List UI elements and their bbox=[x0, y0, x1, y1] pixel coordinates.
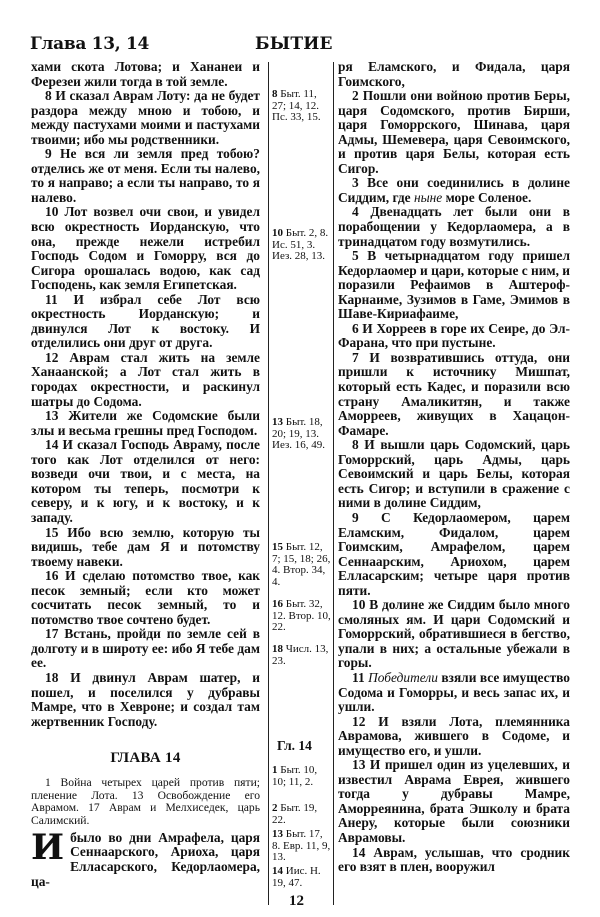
crossref-13: 13 Быт. 18, 20; 19, 13. Иез. 16, 49. bbox=[272, 416, 326, 451]
crossref-15: 15 Быт. 12, 7; 15, 18; 26, 4. Втор. 34, 4. bbox=[272, 541, 331, 588]
crossref-16: 16 Быт. 32, 12. Втор. 10, 22. bbox=[272, 598, 331, 633]
crossref-14-14: 14 Иис. Н. 19, 47. bbox=[272, 865, 321, 889]
verse-14-13: 13 И пришел один из уцелевших, и известил Аврама Еврея, жившего тогда у дубравы Мамре, Аморреянина, брата Эшколу и брата Анеру, которые были союзники Аврамовы. bbox=[338, 757, 570, 845]
crossref-14-2: 2 Быт. 19, 22. bbox=[272, 802, 318, 826]
crossref-14-1: 1 Быт. 10, 10; 11, 2. bbox=[272, 764, 318, 788]
verse-13-14: 14 И сказал Господь Авраму, после того как Лот отделился от него: возведи очи твои, и с места, на котором ты теперь, посмотри к северу, и к югу, и к востоку, и к западу. bbox=[31, 437, 260, 525]
verse-13-10: 10 Лот возвел очи свои, и увидел всю окрестность Иорданскую, что она, прежде нежели истребил Господь Содом и Гоморру, вся до Сигора орошалась водою, как сад Господень, как земля Египетская. bbox=[31, 204, 260, 293]
verse-14-6: 6 И Хорреев в горе их Сеире, до Эл-Фарана, что при пустыне. bbox=[338, 320, 570, 351]
chapter-14-summary: 1 Война четырех царей против пяти; пленение Лота. 13 Освобождение его Аврамом. 17 Аврам и Мелхиседек, царь Салимский. bbox=[31, 776, 260, 827]
crossref-18: 18 Числ. 13, 23. bbox=[272, 643, 329, 667]
verse-13-8: 8 И сказал Аврам Лоту: да не будет раздора между мною и тобою, и между пастухами моими и пастухами твоими; ибо мы родственники. bbox=[31, 88, 260, 147]
verse-14-9: 9 С Кедорлаомером, царем Еламским, Фидалом, царем Гоимским, Амрафелом, царем Сеннаарским, Ариохом, царем Елласарским; четыре царя против пяти. bbox=[338, 509, 570, 598]
verse-14-14: 14 Аврам, услышав, что сродник его взят в плен, вооружил bbox=[338, 844, 570, 875]
verse-14-10: 10 В долине же Сиддим было много смоляных ям. И цари Содомский и Гоморрский, обратившиеся в бегство, упали в них; а остальные убежали в горы. bbox=[338, 597, 570, 671]
crossref-10: 10 Быт. 2, 8. Ис. 51, 3. Иез. 28, 13. bbox=[272, 227, 329, 262]
verse-14-8: 8 И вышли царь Содомский, царь Гоморрский, царь Адмы, царь Севоимский и царь Белы, которая есть Сигор; и вступили в сражение с ними в долине Сиддим, bbox=[338, 437, 570, 511]
verse-13-13: 13 Жители же Содомские были злы и весьма грешны пред Господом. bbox=[31, 408, 260, 438]
verse-14-5: 5 В четырнадцатом году пришел Кедорлаомер и цари, которые с ним, и поразили Рефаимов в Аштероф-Карнаиме, Зузимов в Гаме, Эмимов в Шаве-Кириафаиме, bbox=[338, 248, 570, 322]
drop-cap: И bbox=[31, 826, 65, 868]
verse-13-17: 17 Встань, пройди по земле сей в долготу и в широту ее: ибо Я тебе дам ее. bbox=[31, 626, 260, 671]
column-divider-right bbox=[333, 62, 334, 905]
verse-14-1: было во дни Амрафела, царя Сеннаарского, Ариоха, царя Елласарского, Кедорлаомера, ца- bbox=[31, 829, 260, 889]
verse-14-11: 11 Победители взяли все имущество Содома и Гоморры, и весь запас их, и ушли. bbox=[338, 669, 571, 715]
running-header bbox=[30, 34, 575, 56]
verse-13-9: 9 Не вся ли земля пред тобою? отделись же от меня. Если ты налево, то я направо; а если ты направо, то я налево. bbox=[31, 146, 260, 205]
verse-13-15: 15 Ибо всю землю, которую ты видишь, тебе дам Я и потомству твоему навеки. bbox=[31, 524, 260, 569]
verse-14-3: 3 Все они соединились в долине Сиддим, где ныне море Соленое. bbox=[338, 175, 570, 205]
verse-13-12: 12 Аврам стал жить на земле Ханаанской; а Лот стал жить в городах окрестности, и раскинул шатры до Содома. bbox=[31, 349, 260, 409]
verse-14-7: 7 И возвратившись оттуда, они пришли к источнику Мишпат, который есть Кадес, и поразили всю страну Амаликитян, и также Аморреев, живущих в Хацацон-Фамаре. bbox=[338, 349, 570, 438]
book-title: БЫТИЕ bbox=[255, 34, 333, 54]
right-text-column bbox=[338, 60, 570, 875]
verse-14-12: 12 И взяли Лота, племянника Аврамова, жившего в Содоме, и имущество его, и ушли. bbox=[338, 713, 570, 758]
verse-13-11: 11 И избрал себе Лот всю окрестность Иорданскую; и двинулся Лот к востоку. И отделились они друг от друга. bbox=[31, 291, 260, 351]
chapter-14-heading: ГЛАВА 14 bbox=[110, 750, 181, 767]
verse-13-16: 16 И сделаю потомство твое, как песок земный; если кто может сосчитать песок земный, то и потомство твое сочтено будет. bbox=[31, 568, 260, 627]
verse-continuation: хами скота Лотова; и Хананеи и Ферезеи жили тогда в той земле. bbox=[31, 59, 260, 89]
crossref-8: 8 Быт. 11, 27; 14, 12. Пс. 33, 15. bbox=[272, 88, 321, 123]
margin-chapter-label: Гл. 14 bbox=[277, 738, 312, 753]
page-number: 12 bbox=[289, 893, 304, 909]
verse-14-2: 2 Пошли они войною против Беры, царя Содомского, против Бирши, царя Гоморрского, Шинава, царя Адмы, Шемевера, царя Севоимского, и против царя Белы, которая есть Сигор. bbox=[338, 88, 570, 176]
left-text-column bbox=[31, 60, 260, 889]
chapter-14-opening bbox=[31, 826, 260, 889]
verse-14-4: 4 Двенадцать лет были они в порабощении у Кедорлаомера, а в тринадцатом году возмутились. bbox=[338, 204, 570, 249]
column-divider-left bbox=[268, 62, 269, 905]
crossref-14-13: 13 Быт. 17, 8. Евр. 11, 9, 13. bbox=[272, 828, 331, 863]
verse-14-1-cont: ря Еламского, и Фидала, царя Гоимского, bbox=[338, 59, 570, 89]
chapter-range: Глава 13, 14 bbox=[30, 34, 150, 54]
verse-13-18: 18 И двинул Аврам шатер, и пошел, и поселился у дубравы Мамре, что в Хевроне; и создал там жертвенник Господу. bbox=[31, 669, 260, 729]
